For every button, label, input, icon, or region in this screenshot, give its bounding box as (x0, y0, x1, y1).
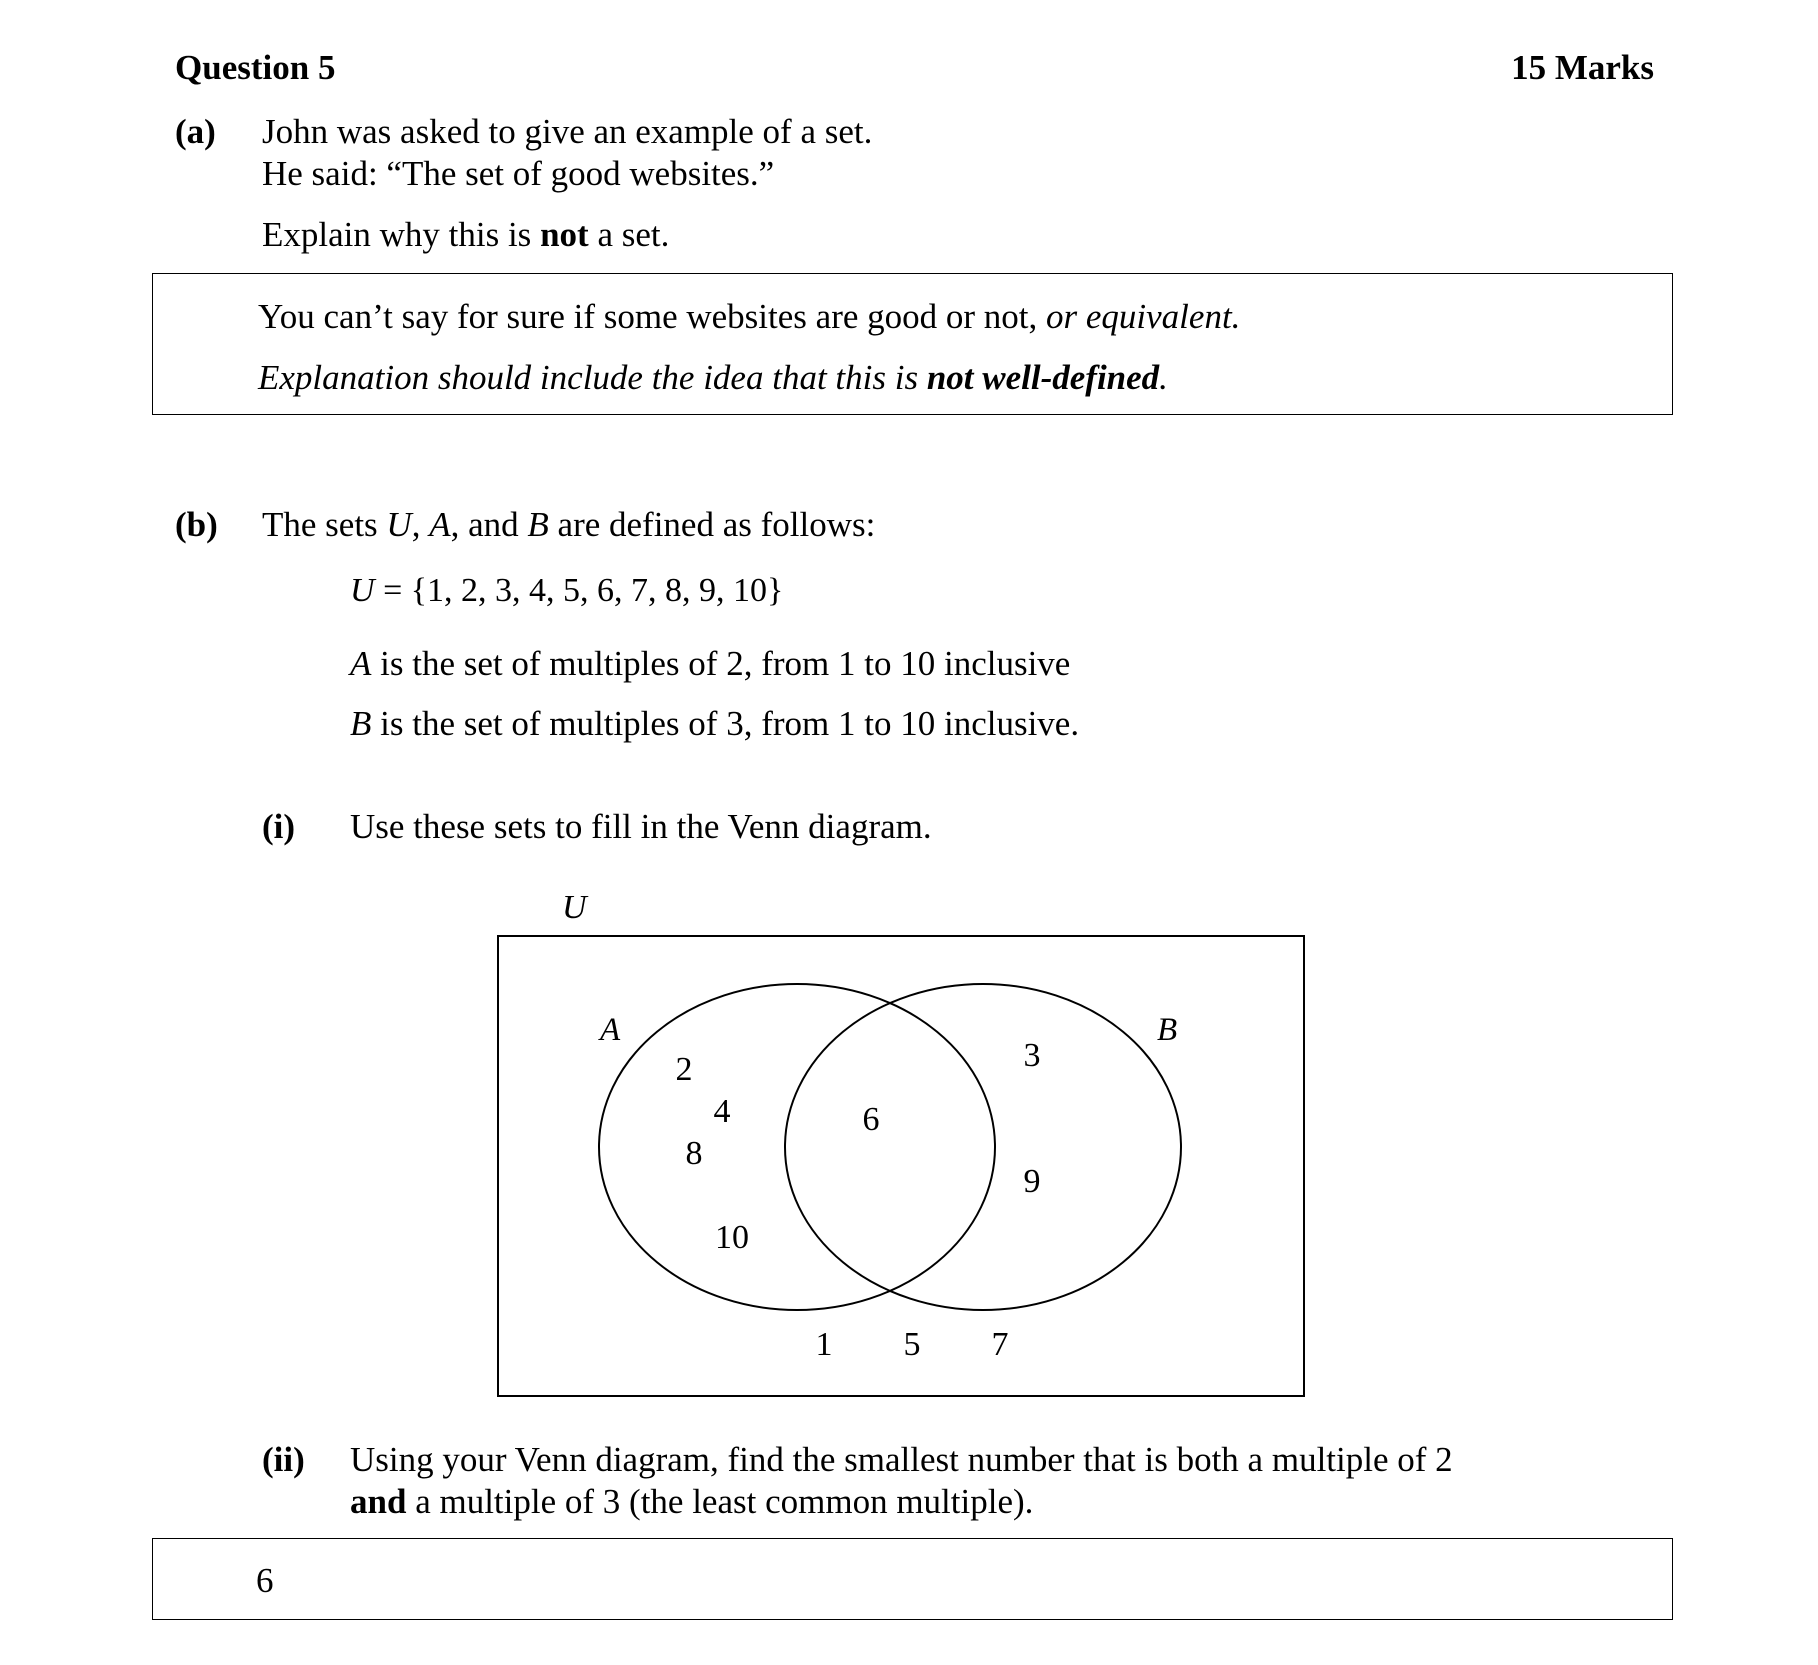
answer-a-line2-italic: Explanation should include the idea that this is (258, 358, 927, 397)
venn-intersection-value: 6 (862, 1101, 880, 1138)
part-ii-line2-rest: a multiple of 3 (the least common multiple). (406, 1482, 1034, 1521)
part-a-label: (a) (175, 112, 216, 151)
part-b-label: (b) (175, 505, 218, 544)
venn-outside-value: 7 (991, 1326, 1009, 1363)
part-ii-label: (ii) (262, 1440, 305, 1479)
venn-a-only-value: 8 (685, 1135, 703, 1172)
venn-a-only-value: 10 (715, 1219, 749, 1256)
intro-sep1: , (411, 505, 430, 544)
universe-label: U (562, 889, 587, 926)
answer-a-line2-bold: not well-defined (926, 358, 1160, 397)
instruction-pre: Explain why this is (262, 215, 541, 254)
part-a-line2: He said: “The set of good websites.” (262, 154, 775, 193)
intro-u: U (386, 505, 412, 544)
set-a-circle (599, 984, 995, 1310)
question-title: Question 5 (175, 48, 336, 87)
venn-a-only-value: 4 (713, 1093, 731, 1130)
instruction-bold: not (540, 215, 589, 254)
b-def-text: is the set of multiples of 3, from 1 to 10 inclusive. (371, 704, 1080, 743)
b-def-var: B (350, 704, 372, 743)
set-b-circle (785, 984, 1181, 1310)
marks-label: 15 Marks (1511, 48, 1654, 87)
universe-rectangle (498, 936, 1304, 1396)
answer-a-line1-main: You can’t say for sure if some websites are good or not, (258, 297, 1047, 336)
answer-a-line1-italic: or equivalent. (1046, 297, 1241, 336)
answer-box-ii (152, 1538, 1673, 1620)
intro-a: A (429, 505, 451, 544)
u-def-var: U (350, 572, 375, 609)
set-b-label: B (1157, 1012, 1178, 1048)
set-a-label: A (600, 1012, 621, 1048)
part-i-label: (i) (262, 807, 296, 846)
venn-b-only-value: 3 (1023, 1037, 1041, 1074)
part-a-line1: John was asked to give an example of a set. (262, 112, 873, 151)
part-ii-line2 (350, 1484, 1033, 1519)
intro-post: are defined as follows: (548, 505, 876, 544)
u-def-set: = {1, 2, 3, 4, 5, 6, 7, 8, 9, 10} (374, 572, 784, 609)
venn-b-only-value: 9 (1023, 1163, 1041, 1200)
instruction-post: a set. (588, 215, 670, 254)
venn-outside-value: 1 (815, 1326, 833, 1363)
intro-b: B (527, 505, 549, 544)
answer-a-line2-end: . (1159, 358, 1168, 397)
intro-pre: The sets (262, 505, 387, 544)
answer-ii-value: 6 (256, 1561, 274, 1600)
intro-sep2: , and (450, 505, 528, 544)
part-ii-line1: Using your Venn diagram, find the smallest number that is both a multiple of 2 (350, 1440, 1453, 1479)
venn-a-only-value: 2 (675, 1051, 693, 1088)
part-ii-line2-bold: and (350, 1482, 407, 1521)
part-i-text: Use these sets to fill in the Venn diagram. (350, 807, 932, 846)
a-def-var: A (350, 644, 372, 683)
a-def-text: is the set of multiples of 2, from 1 to 10 inclusive (371, 644, 1071, 683)
venn-outside-value: 5 (903, 1326, 921, 1363)
